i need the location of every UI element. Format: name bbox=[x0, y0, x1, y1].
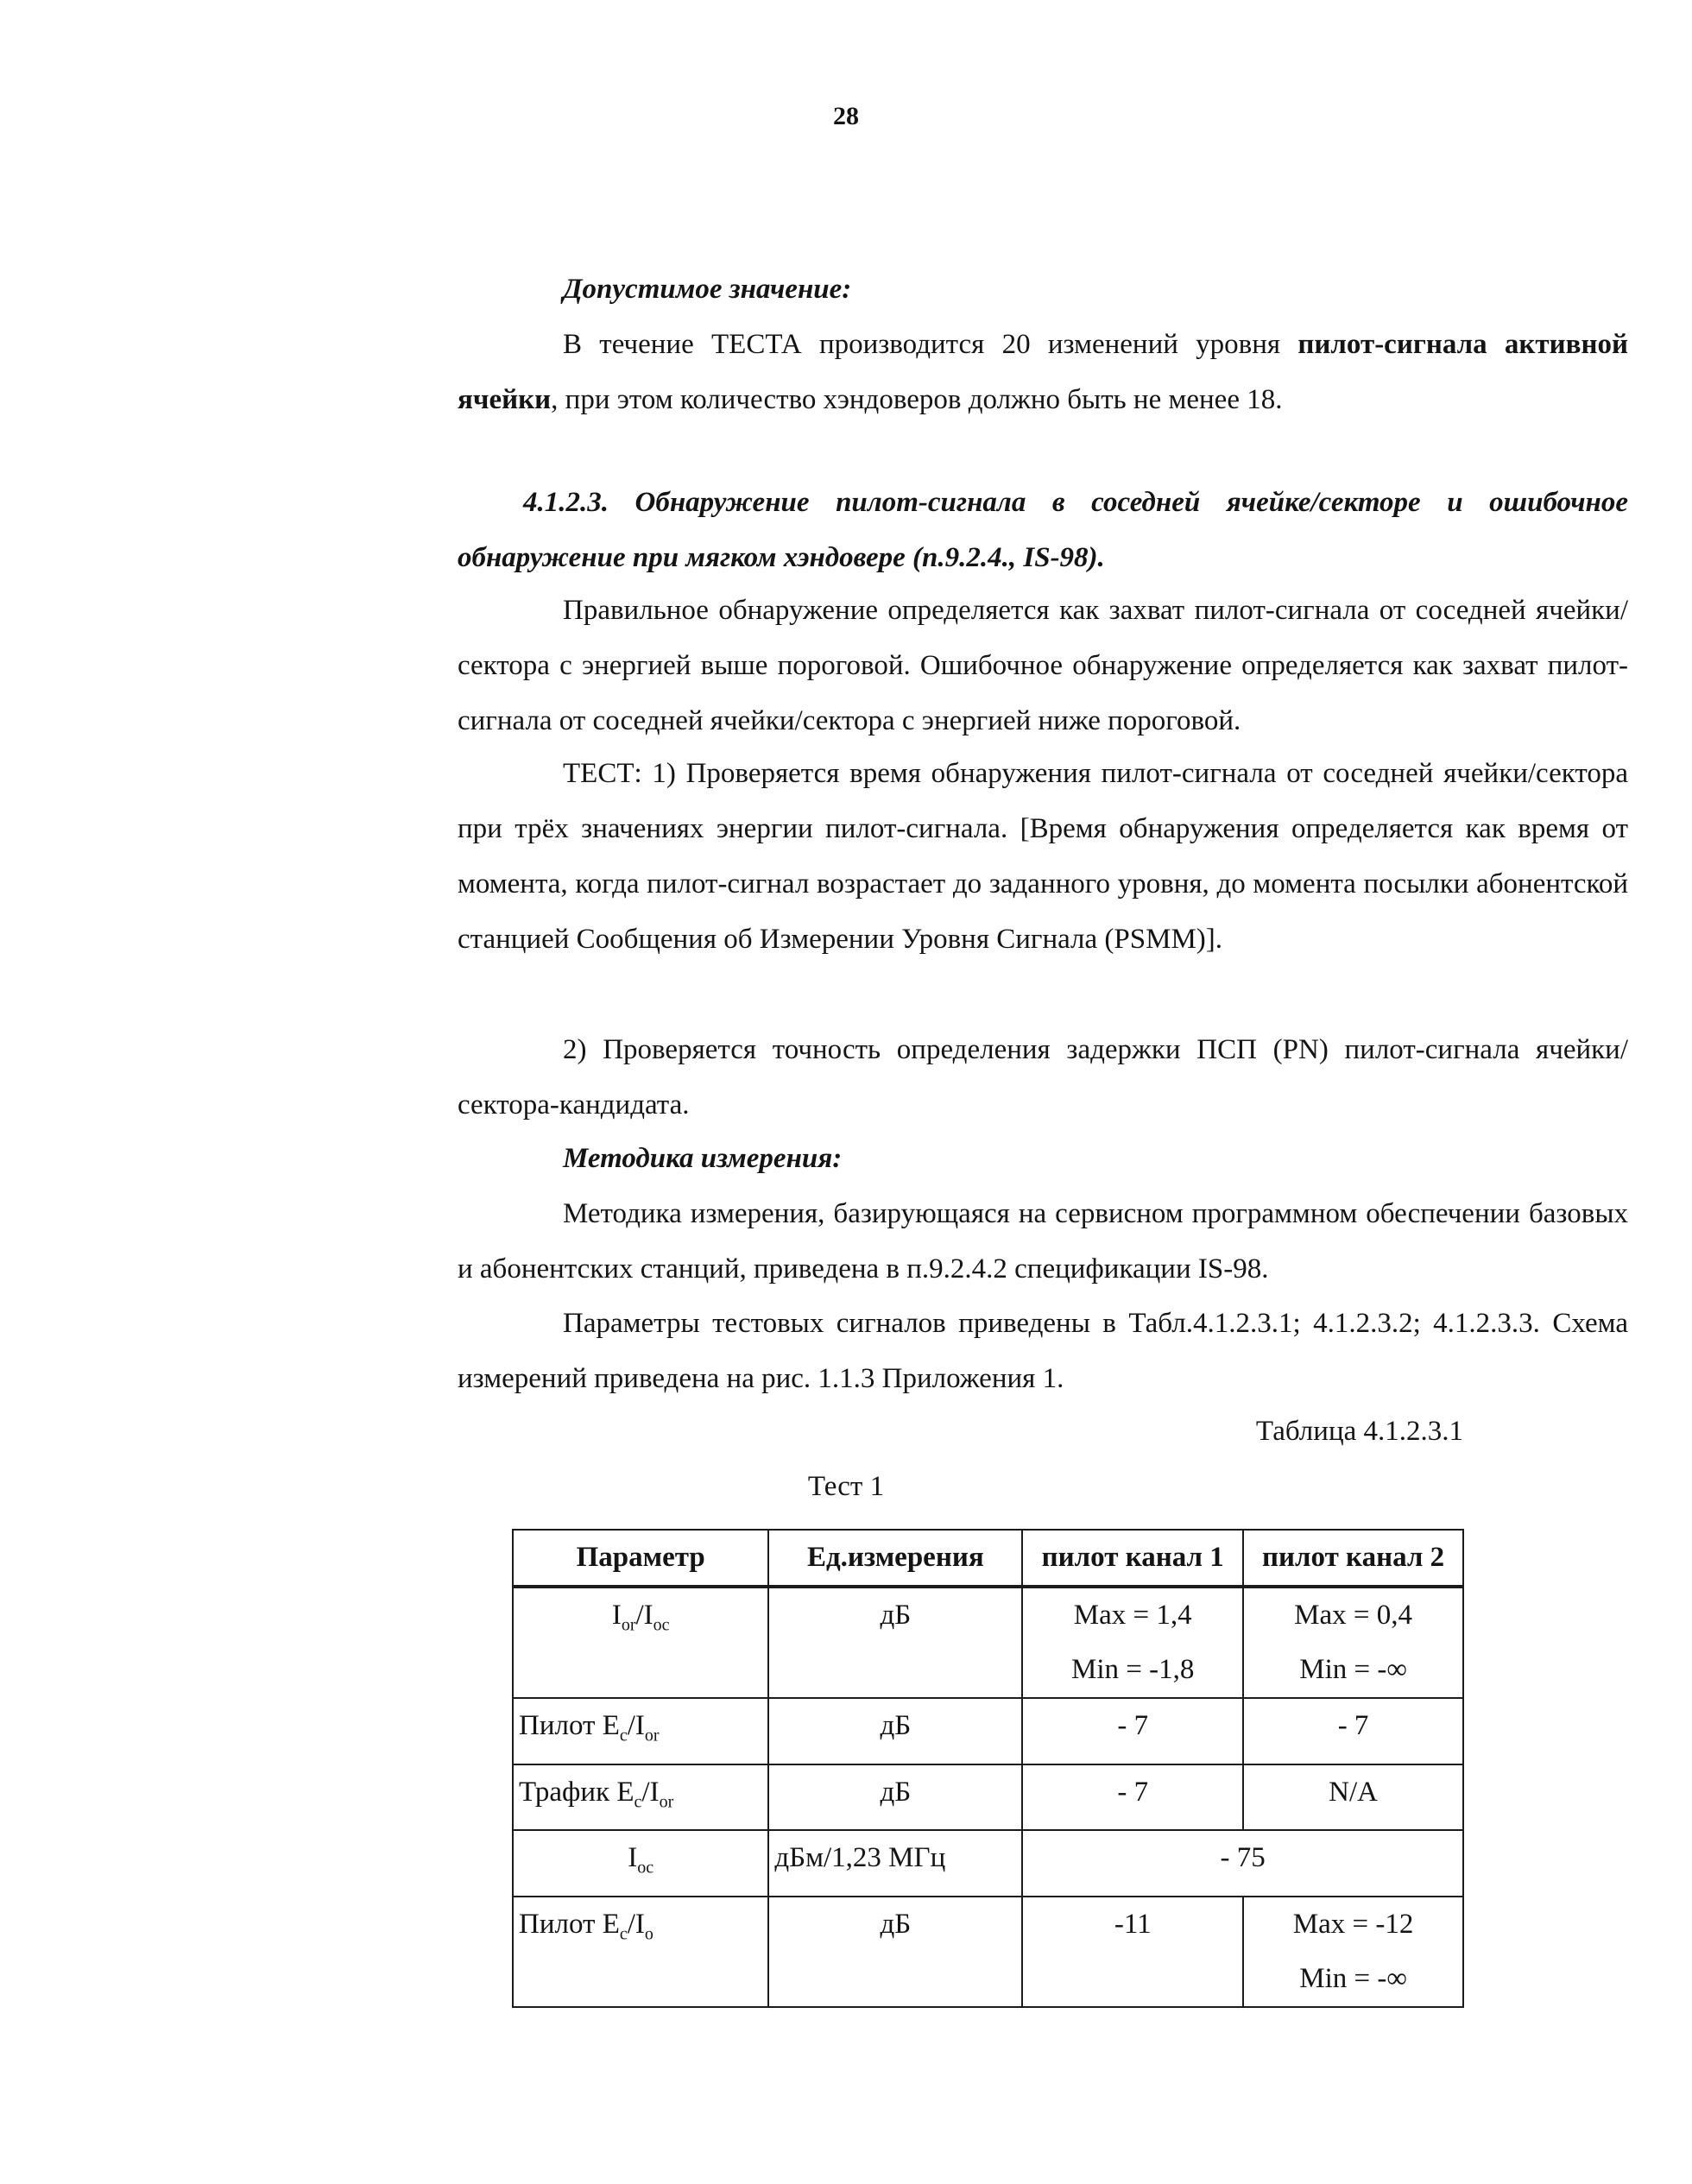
cell-ch1: Max = 1,4 Min = -1,8 bbox=[1022, 1587, 1243, 1698]
cell-merged: - 75 bbox=[1022, 1830, 1463, 1897]
cell-ch1: - 7 bbox=[1022, 1764, 1243, 1831]
table-row bbox=[513, 1698, 1463, 1764]
cell-ch1: -11 bbox=[1022, 1897, 1243, 2007]
table-row bbox=[513, 1830, 1463, 1897]
section1-text bbox=[458, 317, 1628, 427]
section2-para2: ТЕСТ: 1) Проверяется время обнаружения пилот-сигнала от соседней ячейки/сектора при трёх значениях энергии пилот-сигнала. [Время обнаружения определяется как время от момента, когда пилот-сигнал возрастает до заданного уровня, до момента посылки абонентской станцией Сообщения об Измерении Уровня Сигнала (PSMM)]. bbox=[458, 758, 1628, 955]
cell-param: Трафик $E_c/I_{or}$ bbox=[513, 1764, 768, 1831]
section2-heading: 4.1.2.3. Обнаружение пилот-сигнала в соседней ячейке/секторе и ошибочное обнаружение при мягком хэндовере (п.9.2.4., IS-98). bbox=[458, 487, 1628, 573]
cell-unit: дБ bbox=[768, 1897, 1022, 2007]
cell-ch2: N/A bbox=[1243, 1764, 1463, 1831]
params-table bbox=[512, 1529, 1464, 2008]
table-row bbox=[513, 1764, 1463, 1831]
header-pilot-ch2: пилот канал 2 bbox=[1243, 1530, 1463, 1587]
table-row bbox=[513, 1897, 1463, 2007]
cell-ch2: Max = -12 Min = -∞ bbox=[1243, 1897, 1463, 2007]
cell-param: Пилот $E_c/I_{or}$ bbox=[513, 1698, 768, 1764]
cell-unit: дБ bbox=[768, 1587, 1022, 1698]
section1-heading: Допустимое значение: bbox=[563, 274, 852, 305]
cell-unit: дБ bbox=[768, 1698, 1022, 1764]
method-heading: Методика измерения: bbox=[563, 1143, 843, 1174]
header-pilot-ch1: пилот канал 1 bbox=[1022, 1530, 1243, 1587]
cell-unit: дБм/1,23 МГц bbox=[768, 1830, 1022, 1897]
cell-ch2: Max = 0,4 Min = -∞ bbox=[1243, 1587, 1463, 1698]
cell-param: $I_{or}/I_{oc}$ bbox=[513, 1587, 768, 1698]
section1-text-tail: , при этом количество хэндоверов должно быть не менее 18. bbox=[551, 384, 1283, 415]
section1-text-bold: пилот-сигнала активной ячейки bbox=[458, 329, 1629, 415]
table-title: Тест 1 bbox=[807, 1471, 885, 1502]
cell-param: $I_{oc}$ bbox=[513, 1830, 768, 1897]
table-row bbox=[513, 1587, 1463, 1698]
cell-ch2: - 7 bbox=[1243, 1698, 1463, 1764]
section1-text-normal: В течение ТЕСТА производится 20 изменений уровня bbox=[563, 329, 1298, 360]
table-caption: Таблица 4.1.2.3.1 bbox=[1255, 1416, 1463, 1447]
cell-unit: дБ bbox=[768, 1764, 1022, 1831]
table-header-row bbox=[513, 1530, 1463, 1587]
header-unit: Ед.измерения bbox=[768, 1530, 1022, 1587]
section2-para3: 2) Проверяется точность определения задержки ПСП (PN) пилот-сигнала ячейки/сектора-кандидата. bbox=[458, 1034, 1628, 1120]
params-text: Параметры тестовых сигналов приведены в Табл.4.1.2.3.1; 4.1.2.3.2; 4.1.2.3.3. Схема измерений приведена на рис. 1.1.3 Приложения 1. bbox=[458, 1308, 1628, 1394]
section2-para1: Правильное обнаружение определяется как захват пилот-сигнала от соседней ячейки/сектора с энергией выше пороговой. Ошибочное обнаружение определяется как захват пилот-сигнала от соседней ячейки/сектора с энергией ниже пороговой. bbox=[458, 595, 1628, 736]
cell-ch1: - 7 bbox=[1022, 1698, 1243, 1764]
header-param: Параметр bbox=[513, 1530, 768, 1587]
cell-param: Пилот $E_c/I_o$ bbox=[513, 1897, 768, 2007]
method-text: Методика измерения, базирующаяся на сервисном программном обеспечении базовых и абонентских станций, приведена в п.9.2.4.2 спецификации IS-98. bbox=[458, 1198, 1628, 1285]
page-number: 28 bbox=[833, 102, 859, 130]
